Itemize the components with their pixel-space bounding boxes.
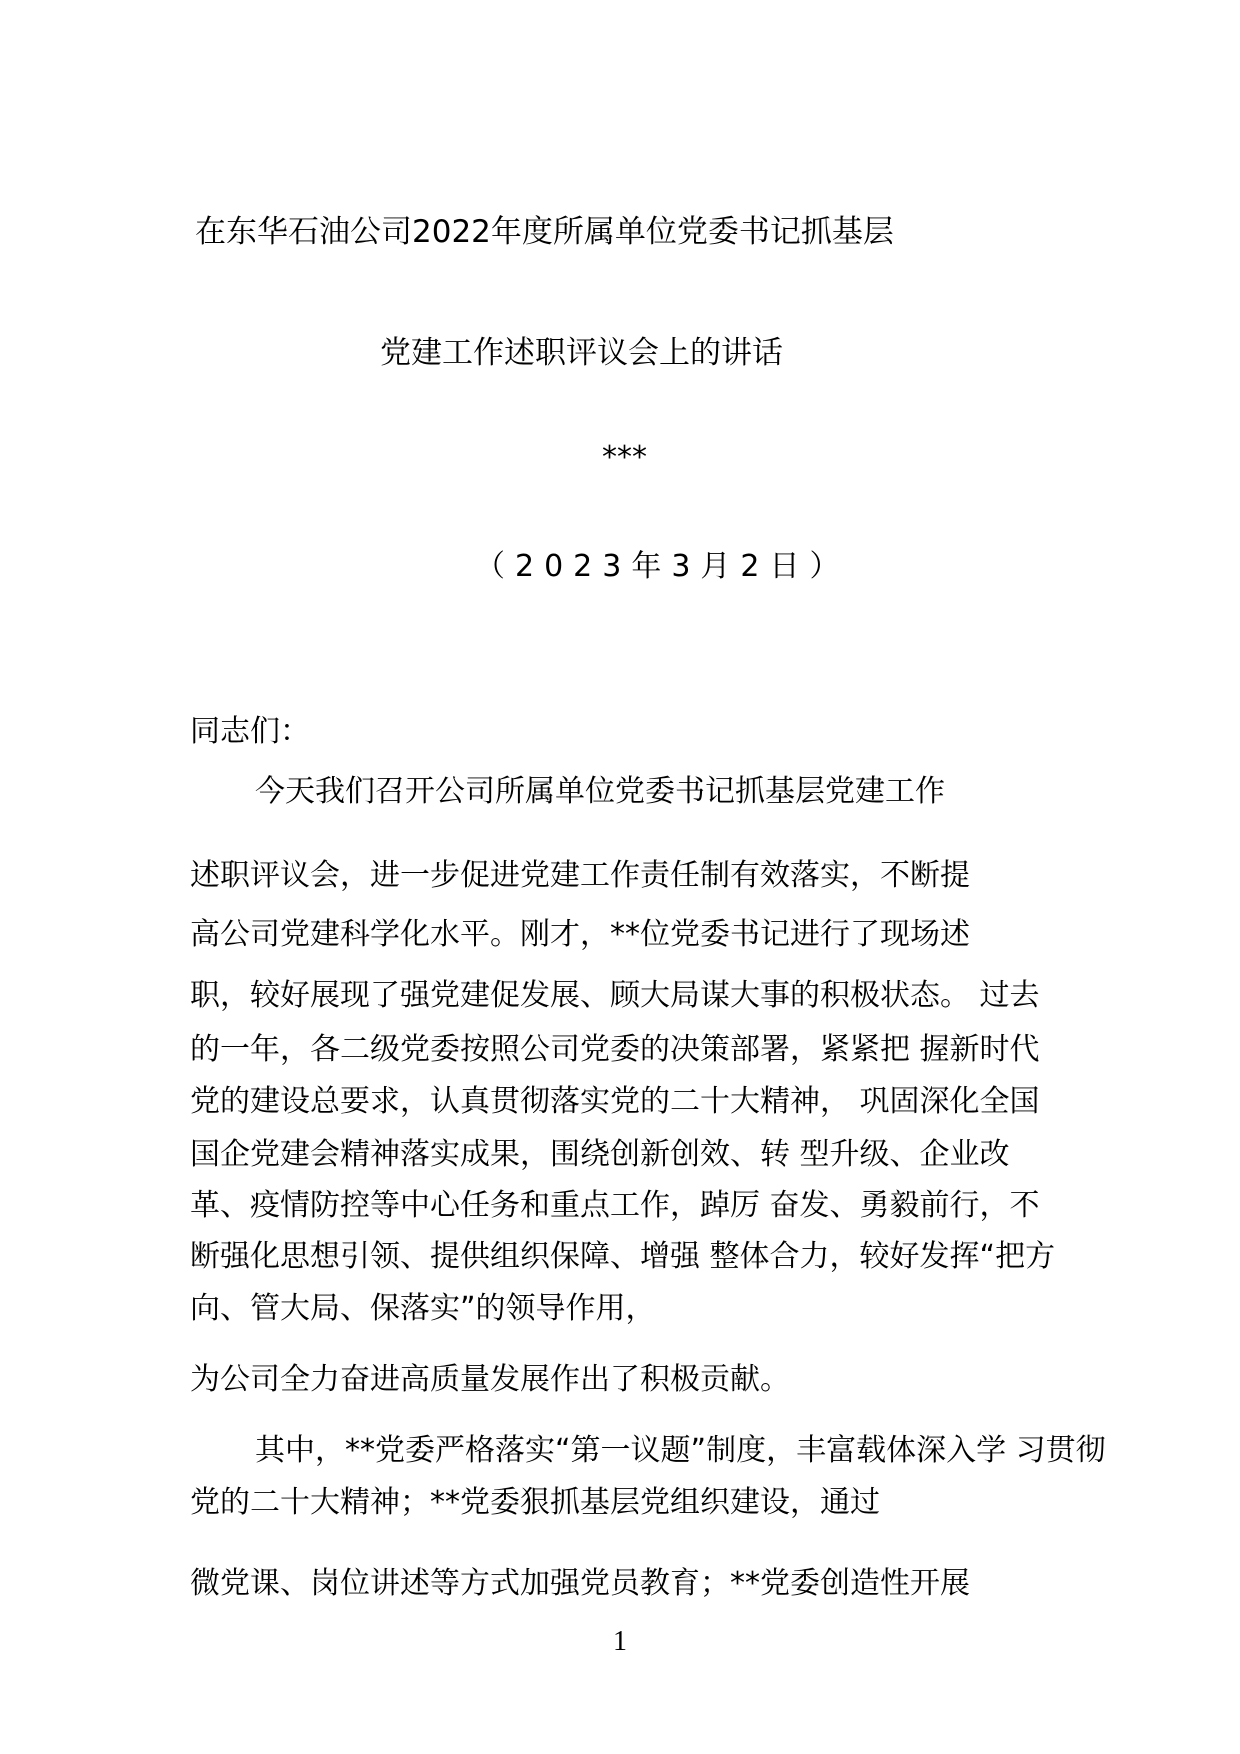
title-line-2: 党建工作述职评议会上的讲话 [380, 335, 783, 371]
page-number: 1 [613, 1626, 627, 1657]
body-line: 其中，**党委严格落实“第一议题”制度，丰富载体深入学 习贯彻 [255, 1433, 1106, 1468]
body-line: 党的二十大精神；**党委狠抓基层党组织建设，通过 [190, 1485, 880, 1520]
body-line: 向、管大局、保落实”的领导作用， [190, 1291, 656, 1326]
body-line: 为公司全力奋进高质量发展作出了积极贡献。 [190, 1362, 790, 1397]
author: *** [602, 440, 647, 475]
title-line-1: 在东华石油公司2022年度所属单位党委书记抓基层 [195, 214, 894, 250]
body-line: 国企党建会精神落实成果，围绕创新创效、转 型升级、企业改 [190, 1137, 1010, 1172]
body-line: 述职评议会，进一步促进党建工作责任制有效落实，不断提 [190, 858, 970, 893]
body-line: 高公司党建科学化水平。刚才，**位党委书记进行了现场述 [190, 917, 970, 952]
body-line: 职，较好展现了强党建促发展、顾大局谋大事的积极状态。 过去 [190, 978, 1040, 1013]
date: （2023年3月2日） [475, 549, 850, 584]
body-line: 断强化思想引领、提供组织保障、增强 整体合力，较好发挥“把方 [190, 1239, 1056, 1274]
salutation: 同志们： [190, 714, 310, 749]
body-line: 党的建设总要求，认真贯彻落实党的二十大精神， 巩固深化全国 [190, 1084, 1040, 1119]
body-line: 微党课、岗位讲述等方式加强党员教育；**党委创造性开展 [190, 1566, 970, 1601]
body-line: 的一年，各二级党委按照公司党委的决策部署，紧紧把 握新时代 [190, 1032, 1040, 1067]
body-line: 今天我们召开公司所属单位党委书记抓基层党建工作 [255, 774, 945, 809]
body-line: 革、疫情防控等中心任务和重点工作，踔厉 奋发、勇毅前行，不 [190, 1188, 1040, 1223]
